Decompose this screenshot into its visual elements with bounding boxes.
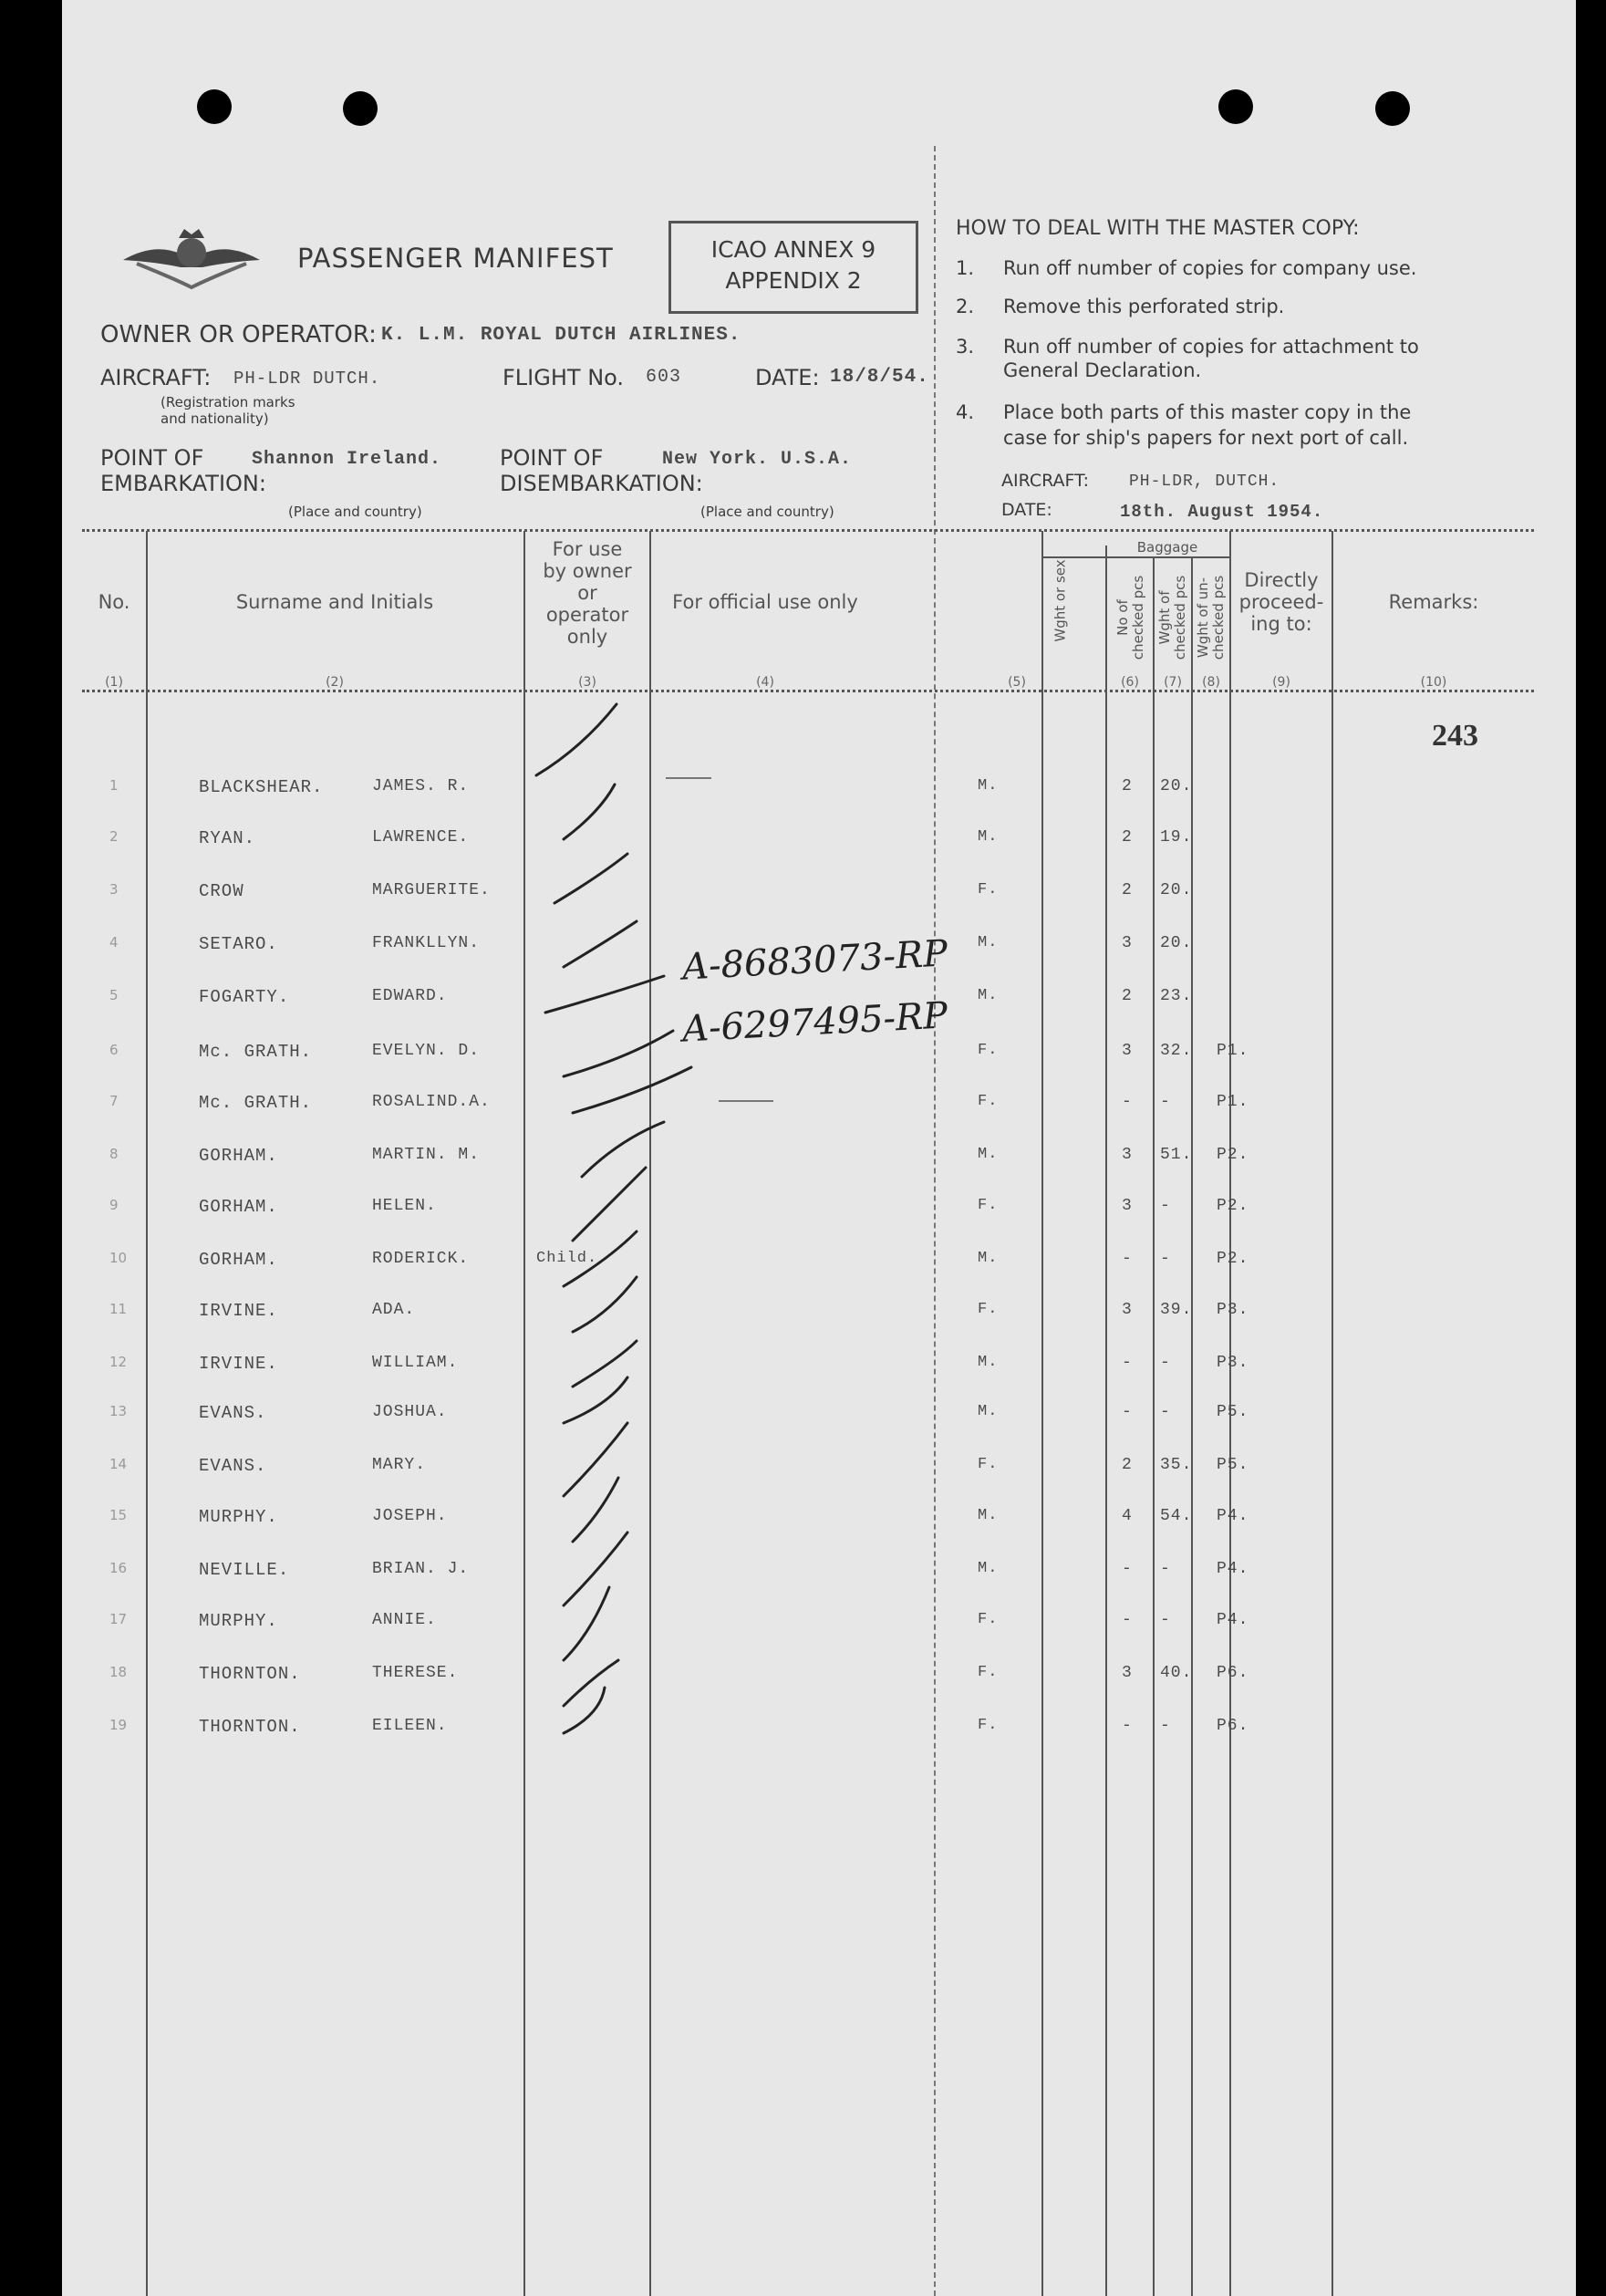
passenger-surname: CROW [199,881,244,901]
date-label: DATE: [755,365,820,390]
passenger-initials: THERESE. [372,1664,459,1682]
baggage-weight: 35. [1160,1456,1193,1474]
punch-hole [1218,89,1253,124]
checked-pcs-line: No of [1114,599,1131,636]
baggage-pcs: 3 [1122,934,1133,952]
baggage-weight: 20. [1160,881,1193,899]
baggage-pcs: - [1122,1403,1133,1421]
row-number: 3 [109,881,119,898]
disembark-label-2: DISEMBARKATION: [500,471,703,496]
table-top-rule [82,529,1534,532]
col-number: (9) [1272,675,1290,690]
passenger-initials: ADA. [372,1301,416,1319]
col-header-official: For official use only [672,591,858,613]
col-number: (4) [756,675,774,690]
col-number: (1) [105,675,123,690]
passenger-surname: Mc. GRATH. [199,1093,313,1113]
passenger-initials: EVELYN. D. [372,1042,481,1060]
passenger-initials: RODERICK. [372,1250,470,1268]
baggage-pcs: 2 [1122,828,1133,847]
instruction-text: Run off number of copies for attachment to [1003,336,1419,358]
embark-label-1: POINT OF [100,445,204,471]
passenger-surname: BLACKSHEAR. [199,777,324,797]
owner-use-line: operator [545,604,629,626]
baggage-pcs: 3 [1122,1146,1133,1164]
col-number: (3) [578,675,596,690]
passenger-initials: MARGUERITE. [372,881,491,899]
row-number: 7 [109,1093,119,1109]
passenger-surname: NEVILLE. [199,1560,290,1580]
aircraft-value: PH-LDR DUTCH. [233,369,381,389]
baggage-weight: - [1160,1560,1171,1578]
passenger-initials: MARY. [372,1456,427,1474]
date-value: 18/8/54. [830,367,929,388]
disembark-label-1: POINT OF [500,445,604,471]
passenger-initials: ROSALIND.A. [372,1093,491,1111]
passenger-sex: F. [978,1301,999,1318]
destination: P3. [1217,1301,1249,1319]
passenger-surname: GORHAM. [199,1250,278,1270]
flight-value: 603 [646,367,682,388]
passenger-sex: M. [978,1146,999,1163]
instruction-num: 4. [956,401,975,423]
destination: P6. [1217,1664,1249,1682]
instructions-aircraft-value: PH-LDR, DUTCH. [1129,473,1280,491]
passenger-surname: RYAN. [199,828,256,848]
baggage-weight: - [1160,1093,1171,1111]
owner-use-line: For use [552,538,623,560]
baggage-weight: 51. [1160,1146,1193,1164]
official-note-2: A-6297495-RP [680,994,949,1051]
col-number: (6) [1121,675,1139,690]
col-header-checked-pcs [1115,563,1146,672]
col-header-weight-checked [1157,563,1188,672]
punch-hole [1375,91,1410,126]
instruction-text: General Declaration. [1003,359,1202,381]
row-number: 12 [109,1354,128,1370]
col-number: (2) [326,675,344,690]
passenger-surname: GORHAM. [199,1146,278,1166]
passenger-surname: SETARO. [199,934,278,954]
row-number: 15 [109,1507,128,1523]
passenger-surname: THORNTON. [199,1664,301,1684]
passenger-initials: JAMES. R. [372,777,470,795]
baggage-pcs: - [1122,1354,1133,1372]
embark-note: (Place and country) [288,504,422,520]
checked-pcs-line: checked pcs [1130,575,1146,660]
destination: P3. [1217,1354,1249,1372]
page-number: 243 [1432,719,1478,753]
perforation-line [934,146,936,2296]
passenger-sex: M. [978,1560,999,1577]
instruction-text: Place both parts of this master copy in the [1003,401,1412,423]
passenger-note: Child. [536,1250,598,1267]
col-header-remarks: Remarks: [1388,591,1479,613]
passenger-sex: F. [978,1042,999,1059]
destination: P4. [1217,1611,1249,1629]
directly-line: Directly [1244,569,1319,591]
passenger-sex: M. [978,777,999,795]
passenger-surname: IRVINE. [199,1301,278,1321]
row-number: 16 [109,1560,128,1576]
aircraft-note-1: (Registration marks [161,394,295,410]
weight-unchecked-line: Wght of un- [1195,577,1211,659]
row-number: 19 [109,1717,128,1733]
col-divider [1153,558,1155,2296]
baggage-pcs: - [1122,1717,1133,1735]
destination: P6. [1217,1717,1249,1735]
weight-checked-line: checked pcs [1172,575,1188,660]
col-number: (7) [1164,675,1182,690]
passenger-surname: IRVINE. [199,1354,278,1374]
passenger-initials: WILLIAM. [372,1354,459,1372]
passenger-sex: M. [978,934,999,951]
passenger-sex: M. [978,1250,999,1267]
manifest-title: PASSENGER MANIFEST [297,243,614,274]
baggage-weight: 23. [1160,987,1193,1005]
destination: P2. [1217,1146,1249,1164]
directly-line: proceed- [1238,591,1324,613]
baggage-weight: - [1160,1611,1171,1629]
col-divider [1191,558,1193,2296]
baggage-weight: - [1160,1403,1171,1421]
punch-hole [343,91,378,126]
official-note-1: A-8683073-RP [680,932,949,989]
row-number: 4 [109,934,119,951]
baggage-pcs: - [1122,1250,1133,1268]
embark-label-2: EMBARKATION: [100,471,266,496]
destination: P5. [1217,1403,1249,1421]
passenger-initials: JOSEPH. [372,1507,448,1525]
destination: P1. [1217,1042,1249,1060]
baggage-weight: 39. [1160,1301,1193,1319]
col-divider [1105,545,1107,2296]
baggage-pcs: - [1122,1611,1133,1629]
col-header-no: No. [98,591,130,613]
baggage-weight: 20. [1160,777,1193,795]
destination: P4. [1217,1560,1249,1578]
baggage-pcs: 2 [1122,881,1133,899]
disembark-value: New York. U.S.A. [662,449,853,470]
row-number: 11 [109,1301,128,1317]
col-header-baggage: Baggage [1136,539,1198,556]
col-number: (10) [1420,675,1447,690]
passenger-sex: F. [978,1717,999,1734]
instruction-text: Remove this perforated strip. [1003,296,1285,317]
owner-use-line: or [577,582,597,604]
passenger-surname: FOGARTY. [199,987,290,1007]
destination: P2. [1217,1250,1249,1268]
destination: P1. [1217,1093,1249,1111]
instruction-text: Run off number of copies for company use. [1003,257,1417,279]
row-number: 17 [109,1611,128,1627]
passenger-surname: EVANS. [199,1456,267,1476]
passenger-initials: EDWARD. [372,987,448,1005]
col-number: (8) [1202,675,1220,690]
manifest-page [62,0,1576,2296]
instructions-date-value: 18th. August 1954. [1120,502,1324,522]
aircraft-label: AIRCRAFT: [100,365,212,390]
destination: P4. [1217,1507,1249,1525]
punch-hole [197,89,232,124]
baggage-weight: 54. [1160,1507,1193,1525]
baggage-weight: - [1160,1717,1171,1735]
directly-line: ing to: [1250,613,1312,635]
passenger-surname: THORNTON. [199,1717,301,1737]
embark-value: Shannon Ireland. [252,449,442,470]
aircraft-note-2: and nationality) [161,410,269,427]
passenger-sex: M. [978,1507,999,1524]
passenger-sex: M. [978,1354,999,1371]
owner-use-line: only [566,626,608,648]
disembark-note: (Place and country) [700,504,834,520]
col-header-surname: Surname and Initials [235,591,434,613]
baggage-pcs: 3 [1122,1664,1133,1682]
weight-unchecked-line: checked pcs [1210,575,1227,660]
col-header-weight-unchecked [1196,563,1227,672]
row-number: 6 [109,1042,119,1058]
baggage-weight: 20. [1160,934,1193,952]
baggage-weight: 32. [1160,1042,1193,1060]
col-divider [1331,531,1333,2296]
passenger-initials: MARTIN. M. [372,1146,481,1164]
passenger-sex: F. [978,1456,999,1473]
row-number: 10 [109,1250,128,1266]
baggage-pcs: 3 [1122,1301,1133,1319]
baggage-pcs: 4 [1122,1507,1133,1525]
instruction-num: 1. [956,257,975,279]
passenger-sex: F. [978,881,999,899]
passenger-sex: M. [978,1403,999,1420]
baggage-pcs: 3 [1122,1042,1133,1060]
col-divider [146,531,148,2296]
destination: P5. [1217,1456,1249,1474]
weight-checked-line: Wght of [1156,590,1173,645]
passenger-initials: LAWRENCE. [372,828,470,847]
baggage-weight: - [1160,1354,1171,1372]
icao-line-1: ICAO ANNEX 9 [710,236,876,263]
baggage-weight: 40. [1160,1664,1193,1682]
baggage-pcs: - [1122,1093,1133,1111]
row-number: 14 [109,1456,128,1472]
icao-line-2: APPENDIX 2 [725,267,862,294]
passenger-sex: F. [978,1664,999,1681]
baggage-pcs: 2 [1122,1456,1133,1474]
row-number: 5 [109,987,119,1003]
passenger-sex: F. [978,1093,999,1110]
baggage-pcs: - [1122,1560,1133,1578]
owner-value: K. L.M. ROYAL DUTCH AIRLINES. [381,325,741,346]
baggage-pcs: 2 [1122,777,1133,795]
passenger-surname: GORHAM. [199,1197,278,1217]
col-divider [523,531,525,2296]
row-number: 13 [109,1403,128,1419]
baggage-pcs: 2 [1122,987,1133,1005]
passenger-sex: F. [978,1197,999,1214]
row-number: 18 [109,1664,128,1680]
passenger-initials: HELEN. [372,1197,437,1215]
passenger-sex: M. [978,828,999,846]
owner-label: OWNER OR OPERATOR: [100,321,377,348]
icao-box [668,221,918,314]
row-number: 9 [109,1197,119,1213]
col-number: (5) [1008,675,1026,690]
baggage-weight: - [1160,1250,1171,1268]
instructions-title: HOW TO DEAL WITH THE MASTER COPY: [956,217,1360,240]
instruction-num: 3. [956,336,975,358]
instructions-date-label: DATE: [1001,500,1052,520]
row-number: 1 [109,777,119,794]
passenger-surname: MURPHY. [199,1507,278,1527]
owner-use-line: by owner [543,560,632,582]
flight-label: FLIGHT No. [503,365,625,390]
passenger-initials: ANNIE. [372,1611,437,1629]
baggage-weight: 19. [1160,828,1193,847]
baggage-pcs: 3 [1122,1197,1133,1215]
passenger-surname: EVANS. [199,1403,267,1423]
table-header-rule [82,690,1534,692]
passenger-initials: EILEEN. [372,1717,448,1735]
instructions-aircraft-label: AIRCRAFT: [1001,471,1090,491]
destination: P2. [1217,1197,1249,1215]
passenger-initials: BRIAN. J. [372,1560,470,1578]
instruction-num: 2. [956,296,975,317]
passenger-sex: M. [978,987,999,1004]
baggage-weight: - [1160,1197,1171,1215]
col-divider [1041,531,1043,2296]
official-dash [719,1100,773,1102]
passenger-sex: F. [978,1611,999,1628]
row-number: 2 [109,828,119,845]
passenger-initials: FRANKLLYN. [372,934,481,952]
klm-logo [119,223,264,296]
passenger-initials: JOSHUA. [372,1403,448,1421]
owner-check-marks [527,693,710,1751]
passenger-surname: Mc. GRATH. [199,1042,313,1062]
col-header-weight-sex: Wght or sex [1052,559,1069,642]
instruction-text: case for ship's papers for next port of call. [1003,427,1409,449]
row-number: 8 [109,1146,119,1162]
passenger-surname: MURPHY. [199,1611,278,1631]
